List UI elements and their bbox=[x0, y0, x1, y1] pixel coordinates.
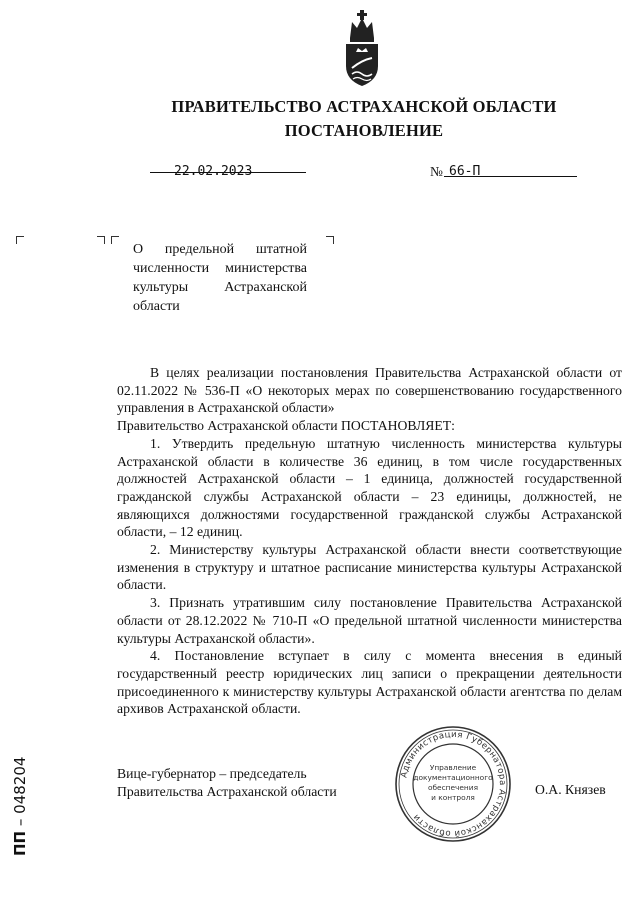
svg-text:документационного: документационного bbox=[413, 773, 493, 782]
document-body bbox=[117, 364, 622, 718]
resolution-paragraph: Правительство Астраханской области ПОСТАНОВЛЯЕТ: bbox=[117, 418, 455, 434]
corner-mark bbox=[97, 236, 105, 244]
serial-number: 048204 bbox=[11, 756, 29, 814]
signatory-position bbox=[117, 765, 337, 801]
government-title: ПРАВИТЕЛЬСТВО АСТРАХАНСКОЙ ОБЛАСТИ bbox=[171, 97, 557, 116]
corner-mark bbox=[16, 236, 24, 244]
serial-series: ПП bbox=[11, 830, 29, 856]
signatory-position-line: Правительства Астраханской области bbox=[117, 784, 337, 799]
svg-text:Управление: Управление bbox=[429, 763, 477, 772]
number-label: № bbox=[430, 164, 443, 179]
date-underline bbox=[150, 172, 306, 173]
item-paragraph-2: 2. Министерству культуры Астраханской области внести соответствующие изменения в структуру и штатное расписание министерства культуры Астраханской области. bbox=[117, 542, 622, 593]
item-paragraph-4: 4. Постановление вступает в силу с момента внесения в единый государственный реестр юридических лиц записи о прекращении деятельности присоединенного к министерству культуры Астраханской области агентства по делам архивов Астраханской области. bbox=[117, 648, 622, 717]
corner-mark bbox=[326, 236, 334, 244]
coat-of-arms-emblem bbox=[340, 8, 384, 88]
preamble-paragraph: В целях реализации постановления Правительства Астраханской области от 02.11.2022 № 536-П «О некоторых мерах по совершенствованию государственного управления в Астраханской области» bbox=[117, 365, 622, 416]
svg-text:и контроля: и контроля bbox=[431, 793, 475, 802]
svg-text:Администрация Губернатора Астр: Администрация Губернатора Астраханской области bbox=[399, 729, 508, 839]
svg-text:обеспечения: обеспечения bbox=[427, 783, 479, 792]
signatory-position-line: Вице-губернатор – председатель bbox=[117, 766, 307, 781]
signer-name: О.А. Князев bbox=[535, 782, 606, 797]
corner-mark bbox=[111, 236, 119, 244]
form-serial-number: ПП – 048204 bbox=[11, 756, 29, 856]
item-paragraph-1: 1. Утвердить предельную штатную численность министерства культуры Астраханской области в количестве 36 единиц, в том числе государственных должностей Астраханской области – 1 единица, должностей государственной гражданской службы Астраханской области – 23 единицы, должностей, не являющихся должностями государственной гражданской службы Астраханской области, – 12 единиц. bbox=[117, 435, 622, 540]
document-type-title: ПОСТАНОВЛЕНИЕ bbox=[284, 121, 444, 140]
official-stamp bbox=[393, 724, 513, 844]
document-subject: О предельной штатной численности министерства культуры Астраханской области bbox=[133, 242, 307, 314]
document-number: 66-П bbox=[449, 164, 481, 179]
number-underline bbox=[444, 176, 577, 177]
document-date: 22.02.2023 bbox=[174, 164, 253, 179]
item-paragraph-3: 3. Признать утратившим силу постановление Правительства Астраханской области от 28.12.2022 № 710-П «О предельной штатной численности министерства культуры Астраханской области». bbox=[117, 595, 622, 646]
